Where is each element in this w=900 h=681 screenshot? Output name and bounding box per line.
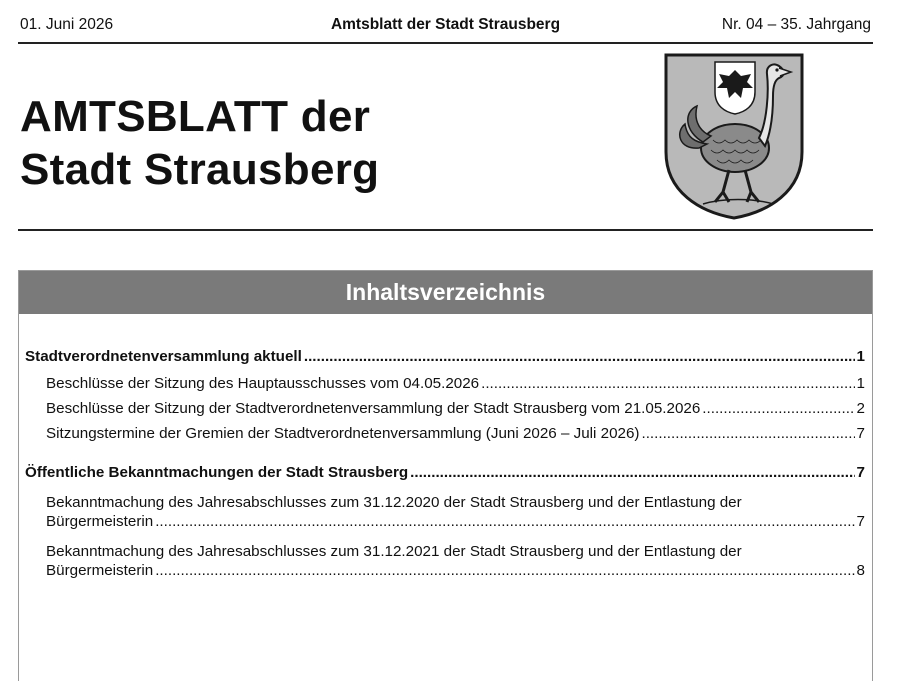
toc-item-title-line-1: Bekanntmachung des Jahresabschlusses zum 31.12.2020 der Stadt Strausberg und der Entlastung der: [46, 494, 742, 511]
toc-page-number: 7: [856, 425, 865, 442]
issue-date: 01. Juni 2026: [20, 16, 114, 33]
masthead-line-1: AMTSBLATT der: [20, 92, 371, 141]
toc-heading: Inhaltsverzeichnis: [19, 271, 872, 314]
masthead-divider: [18, 229, 873, 231]
toc-item[interactable]: [46, 513, 865, 530]
toc-section-title: Stadtverordnetenversammlung aktuell: [25, 348, 302, 365]
toc-page-number: 7: [856, 464, 865, 481]
toc-leader-dots: [702, 400, 854, 417]
toc-leader-dots: [304, 348, 855, 365]
running-header: [18, 8, 873, 44]
toc-item-title: Sitzungstermine der Gremien der Stadtverordnetenversammlung (Juni 2026 – Juli 2026): [46, 425, 640, 442]
toc-page-number: 2: [856, 400, 865, 417]
masthead-title: [20, 90, 379, 196]
toc-leader-dots: [410, 464, 854, 481]
toc-item[interactable]: [46, 562, 865, 579]
toc-item-title: Beschlüsse der Sitzung des Hauptausschusses vom 04.05.2026: [46, 375, 480, 392]
issue-number: Nr. 04 – 35. Jahrgang: [721, 16, 871, 33]
toc-item[interactable]: [46, 425, 865, 442]
toc-page-number: 1: [856, 348, 865, 365]
toc-leader-dots: [155, 513, 854, 530]
masthead-line-2: Stadt Strausberg: [20, 145, 380, 194]
toc-leader-dots: [481, 375, 854, 392]
coat-of-arms-icon: [663, 52, 805, 220]
toc-item-title-line-1: Bekanntmachung des Jahresabschlusses zum 31.12.2021 der Stadt Strausberg und der Entlastung der: [46, 543, 742, 560]
toc-page-number: 7: [856, 513, 865, 530]
toc-item-title-line-2: Bürgermeisterin: [46, 513, 154, 530]
toc-item[interactable]: [46, 375, 865, 392]
table-of-contents: [18, 270, 873, 681]
toc-item[interactable]: [46, 400, 865, 417]
toc-page-number: 1: [856, 375, 865, 392]
toc-leader-dots: [155, 562, 854, 579]
toc-leader-dots: [641, 425, 854, 442]
toc-item-title: Beschlüsse der Sitzung der Stadtverordnetenversammlung der Stadt Strausberg vom 21.05.2026: [46, 400, 701, 417]
toc-item-title-line-2: Bürgermeisterin: [46, 562, 154, 579]
toc-page-number: 8: [856, 562, 865, 579]
toc-section-2[interactable]: [25, 464, 865, 481]
publication-name: Amtsblatt der Stadt Strausberg: [330, 16, 561, 33]
toc-section-1[interactable]: [25, 348, 865, 365]
toc-section-title: Öffentliche Bekanntmachungen der Stadt Strausberg: [25, 464, 409, 481]
